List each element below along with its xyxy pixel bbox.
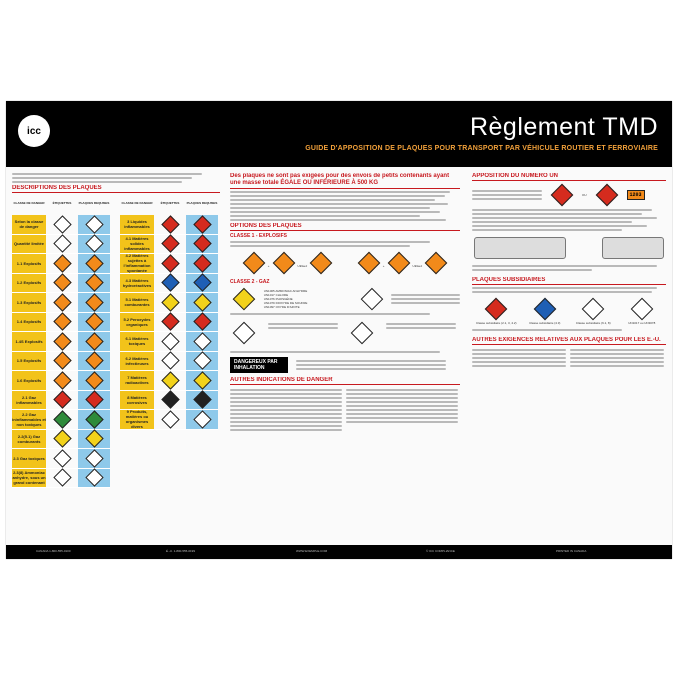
- label-diamond-icon: [161, 293, 179, 311]
- hazard-class-label: 1.1 Explosifs: [12, 254, 46, 273]
- placard-diamond-icon: [85, 254, 103, 272]
- other-hazards-heading: AUTRES INDICATIONS DE DANGER: [230, 377, 460, 385]
- inhalation-hazard-sign: DANGEREUX PAR INHALATION: [230, 357, 288, 373]
- hazard-class-label: 2.2 Gaz ininflammables et non toxiques: [12, 411, 46, 427]
- table-row: [12, 254, 110, 274]
- table-part-a: [12, 215, 110, 488]
- hazard-class-label: 6.1 Matières toxiques: [120, 332, 154, 351]
- hazard-class-label: 6.2 Matières infectieuses: [120, 352, 154, 371]
- placard-diamond-icon: [85, 469, 103, 487]
- page-title: Règlement TMD: [469, 113, 658, 141]
- placard-diamond-icon: [193, 391, 211, 409]
- placard-1-icon: [357, 252, 380, 275]
- hazard-class-label: 4.3 Matières hydroréactives: [120, 274, 154, 293]
- placard-diamond-icon: [85, 430, 103, 448]
- hazard-class-label: 1.3 Explosifs: [12, 293, 46, 312]
- right-column: APPOSITION DU NUMÉRO UN OU 1203 PLAQUES SUBSIDIAIRES Classe subsidiaire (2.1, 3, 4.2) Classe subsidiaire (4.3) Classe subsidiaire (6.1, 8) UN1017 ou UN3078 AUTRES EXIGENCES RELATIVES AUX PLAQUES POUR LES É.-U.: [472, 171, 666, 543]
- subsidiary-placards-heading: PLAQUES SUBSIDIAIRES: [472, 277, 666, 285]
- hazard-class-label: 8 Matières corrosives: [120, 391, 154, 410]
- table-row: [120, 293, 218, 313]
- label-diamond-icon: [161, 254, 179, 272]
- table-row: [120, 254, 218, 274]
- table-part-b: [120, 215, 218, 488]
- hazard-class-label: 1.6 Explosifs: [12, 371, 46, 390]
- placard-ammonia-icon: [233, 322, 256, 345]
- table-row: [12, 313, 110, 333]
- table-row: [12, 274, 110, 294]
- label-diamond-icon: [53, 352, 71, 370]
- placard-2-3-icon: [360, 288, 382, 310]
- table-row: [120, 391, 218, 411]
- table-row: [12, 371, 110, 391]
- placard-diamond-icon: [85, 293, 103, 311]
- vehicle-illustrations: [472, 235, 666, 261]
- label-diamond-icon: [53, 332, 71, 350]
- placard-diamond-icon: [85, 449, 103, 467]
- table-row: [120, 215, 218, 235]
- class2-options: [230, 287, 460, 311]
- label-diamond-icon: [53, 274, 71, 292]
- label-diamond-icon: [161, 215, 179, 233]
- truck-image: [602, 237, 664, 259]
- table-row: [12, 235, 110, 255]
- placard-3-icon: [595, 184, 618, 207]
- placard-diamond-icon: [193, 313, 211, 331]
- hazard-class-label: Selon la classe de danger: [12, 215, 46, 234]
- hazard-class-label: 4.2 Matières sujettes à l'inflammation spontanée: [120, 254, 154, 273]
- class1-options: + Utilisez + Utilisez: [230, 251, 460, 275]
- icc-logo: icc: [18, 115, 50, 147]
- placard-diamond-icon: [85, 215, 103, 233]
- label-diamond-icon: [53, 430, 71, 448]
- placard-1-icon: [425, 252, 448, 275]
- table-row: [12, 293, 110, 313]
- hazard-class-label: 1.5 Explosifs: [12, 352, 46, 371]
- placard-subsidiary-icon: [630, 298, 653, 321]
- placard-subsidiary-icon: [582, 298, 605, 321]
- poster-footer: CANADA 1-800-555-0100 É.-U. 1-800-555-0199 WWW.EXEMPLE.COM © ICC COMPLIANCE PRINTED IN CANADA: [6, 545, 672, 559]
- label-diamond-icon: [53, 469, 71, 487]
- placard-5-1-icon: [233, 288, 255, 310]
- placard-diamond-icon: [85, 371, 103, 389]
- placard-subsidiary-icon: [533, 298, 556, 321]
- placard-diamond-icon: [193, 254, 211, 272]
- poster-header: [6, 101, 672, 167]
- placard-options-heading: OPTIONS DES PLAQUES: [230, 223, 460, 231]
- hazard-class-label: 3 Liquides inflammables: [120, 215, 154, 234]
- label-diamond-icon: [53, 449, 71, 467]
- placard-diamond-icon: [193, 215, 211, 233]
- placard-1-icon: [310, 252, 333, 275]
- placard-1-icon: [272, 252, 295, 275]
- label-diamond-icon: [161, 313, 179, 331]
- placard-diamond-icon: [193, 371, 211, 389]
- label-diamond-icon: [161, 410, 179, 428]
- placard-subsidiary-icon: [485, 298, 508, 321]
- hazard-class-label: 5.1 Matières comburantes: [120, 293, 154, 312]
- table-row: [120, 274, 218, 294]
- hazard-class-label: 5.2 Peroxydes organiques: [120, 313, 154, 332]
- table-row: [12, 352, 110, 372]
- label-diamond-icon: [53, 215, 71, 233]
- label-diamond-icon: [161, 332, 179, 350]
- table-row: [12, 430, 110, 450]
- table-row: [120, 235, 218, 255]
- placard-diamond-icon: [85, 274, 103, 292]
- class1-heading: CLASSE 1 - EXPLOSIFS: [230, 233, 287, 239]
- subsidiary-placards: Classe subsidiaire (2.1, 3, 4.2) Classe subsidiaire (4.3) Classe subsidiaire (6.1, 8) UN1017 ou UN3078: [472, 297, 666, 325]
- placard-diamond-icon: [85, 332, 103, 350]
- placard-diamond-icon: [193, 274, 211, 292]
- label-diamond-icon: [53, 371, 71, 389]
- table-row: [120, 352, 218, 372]
- hazard-class-label: 2.3(8) Ammoniac anhydre, sous un grand contenant: [12, 470, 46, 486]
- hazard-class-label: 2.1 Gaz inflammables: [12, 391, 46, 410]
- label-diamond-icon: [53, 235, 71, 253]
- hazard-class-label: 1.4 Explosifs: [12, 313, 46, 332]
- table-row: [120, 410, 218, 430]
- placard-1-icon: [242, 252, 265, 275]
- table-row: [12, 469, 110, 489]
- small-containers-heading: Des plaques ne sont pas exigées pour des envois de petits contenants ayant une masse totale ÉGALE OU INFÉRIEURE À 500 KG: [230, 173, 460, 189]
- table-row: [12, 215, 110, 235]
- placard-diamond-icon: [193, 410, 211, 428]
- placard-diamond-icon: [193, 293, 211, 311]
- table-row: [12, 410, 110, 430]
- hazard-class-label: 4.1 Matières solides inflammables: [120, 235, 154, 254]
- left-column: [12, 171, 220, 543]
- placard-diamond-icon: [85, 352, 103, 370]
- un-list: UN1005 AMMONIAC ANHYDRE UN1017 CHLORE UN1076 PHOSGÈNE UN1079 DIOXYDE DE SOUFRE UN1097 OXYDE D'AZOTE: [263, 289, 308, 309]
- page-subtitle: GUIDE D'APPOSITION DE PLAQUES POUR TRANSPORT PAR VÉHICULE ROUTIER ET FERROVIAIRE: [305, 145, 658, 152]
- hazard-class-label: 1.2 Explosifs: [12, 274, 46, 293]
- un-number-heading: APPOSITION DU NUMÉRO UN: [472, 173, 666, 181]
- placard-diamond-icon: [85, 410, 103, 428]
- tank-car-image: [474, 237, 566, 259]
- hazard-class-label: 2.2(5.1) Gaz comburants: [12, 430, 46, 449]
- label-diamond-icon: [161, 371, 179, 389]
- placard-ammonia-icon: [351, 322, 374, 345]
- label-diamond-icon: [161, 235, 179, 253]
- placard-diamond-icon: [193, 352, 211, 370]
- middle-column: [230, 171, 460, 543]
- orange-panel: 1203: [627, 190, 645, 200]
- label-diamond-icon: [53, 293, 71, 311]
- placard-table: [12, 201, 220, 488]
- table-row: [120, 371, 218, 391]
- class2-heading: CLASSE 2 - GAZ: [230, 279, 270, 285]
- label-diamond-icon: [161, 391, 179, 409]
- table-row: [12, 391, 110, 411]
- descriptions-heading: DESCRIPTIONS DES PLAQUES: [12, 185, 220, 193]
- placard-3-icon: [551, 184, 574, 207]
- hazard-class-label: 2.3 Gaz toxiques: [12, 449, 46, 468]
- hazard-class-label: 1.4S Explosifs: [12, 332, 46, 351]
- poster: [6, 101, 672, 559]
- placard-diamond-icon: [193, 332, 211, 350]
- label-diamond-icon: [53, 410, 71, 428]
- hazard-class-label: 9 Produits, matières ou organismes divers: [120, 410, 154, 429]
- placard-1-icon: [387, 252, 410, 275]
- table-row: [120, 313, 218, 333]
- placard-diamond-icon: [85, 391, 103, 409]
- us-requirements-heading: AUTRES EXIGENCES RELATIVES AUX PLAQUES POUR LES É.-U.: [472, 337, 666, 345]
- placard-diamond-icon: [85, 235, 103, 253]
- table-row: [12, 449, 110, 469]
- table-row: [12, 332, 110, 352]
- label-diamond-icon: [53, 254, 71, 272]
- label-diamond-icon: [53, 391, 71, 409]
- table-header: CLASSE DE DANGER ÉTIQUETTES PLAQUES REQUISES CLASSE DE DANGER ÉTIQUETTES PLAQUES REQUISES: [13, 201, 218, 205]
- hazard-class-label: 7 Matières radioactives: [120, 371, 154, 390]
- ammonia-examples: [230, 321, 460, 345]
- label-diamond-icon: [161, 274, 179, 292]
- placard-diamond-icon: [193, 235, 211, 253]
- label-diamond-icon: [53, 313, 71, 331]
- table-row: [120, 332, 218, 352]
- placard-diamond-icon: [85, 313, 103, 331]
- hazard-class-label: Quantité limitée: [12, 235, 46, 254]
- label-diamond-icon: [161, 352, 179, 370]
